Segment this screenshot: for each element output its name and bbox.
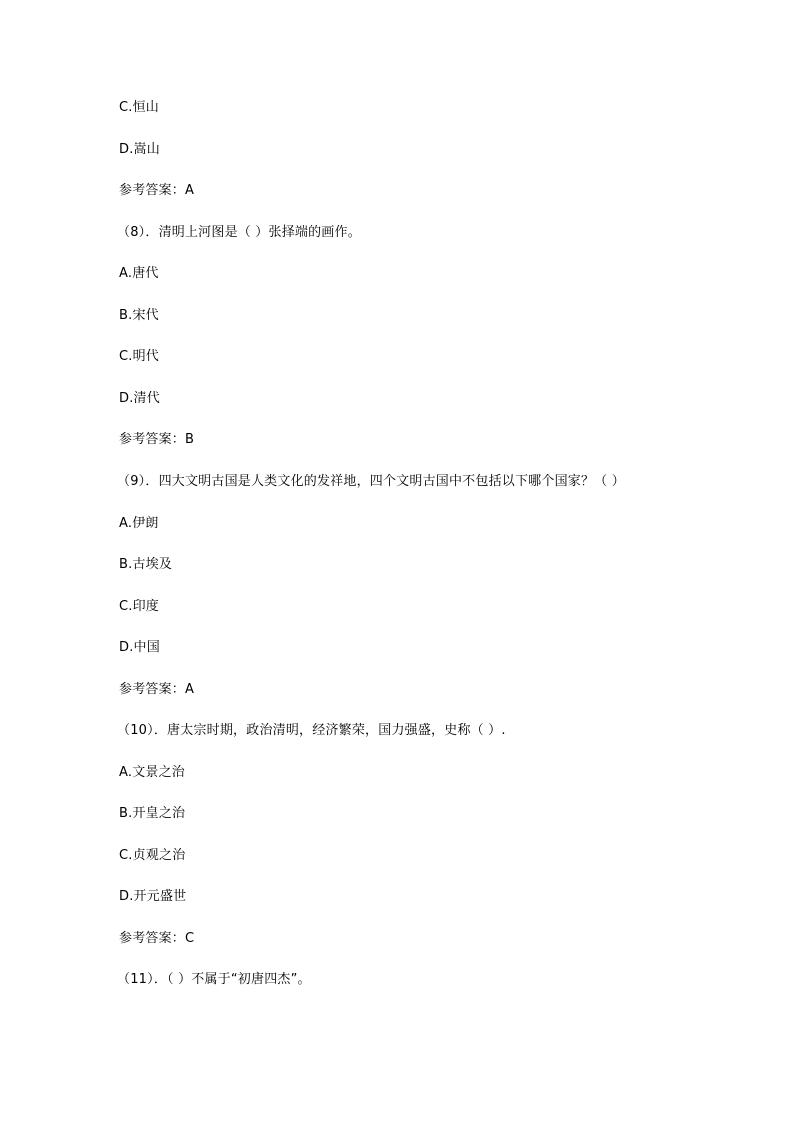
question-10: （10）．唐太宗时期，政治清明，经济繁荣，国力强盛，史称（ ）.	[117, 723, 506, 738]
question-8: （8）．清明上河图是（ ）张择端的画作。	[117, 225, 361, 240]
option-c-q10: C.贞观之治	[119, 848, 186, 863]
question-9: （9）．四大文明古国是人类文化的发祥地，四个文明古国中不包括以下哪个国家？（ ）	[117, 474, 625, 489]
answer-q9: 参考答案：A	[119, 682, 195, 697]
option-b-q10: B.开皇之治	[119, 806, 186, 821]
option-c-q9: C.印度	[119, 599, 160, 614]
option-d-q10: D.开元盛世	[119, 889, 187, 904]
answer-q10: 参考答案：C	[119, 931, 195, 946]
answer-q8: 参考答案：B	[119, 432, 195, 447]
option-d-q8: D.清代	[119, 391, 160, 406]
option-b-q8: B.宋代	[119, 308, 159, 323]
option-a-q8: A.唐代	[119, 266, 159, 281]
question-11: （11）．（ ）不属于“初唐四杰”。	[117, 972, 311, 987]
option-a-q10: A.文景之治	[119, 765, 185, 780]
option-d-q9: D.中国	[119, 640, 160, 655]
option-c-q7: C.恒山	[119, 100, 160, 115]
option-d-q7: D.嵩山	[119, 142, 160, 157]
option-a-q9: A.伊朗	[119, 516, 159, 531]
answer-q7: 参考答案：A	[119, 183, 195, 198]
option-b-q9: B.古埃及	[119, 557, 173, 572]
option-c-q8: C.明代	[119, 349, 160, 364]
